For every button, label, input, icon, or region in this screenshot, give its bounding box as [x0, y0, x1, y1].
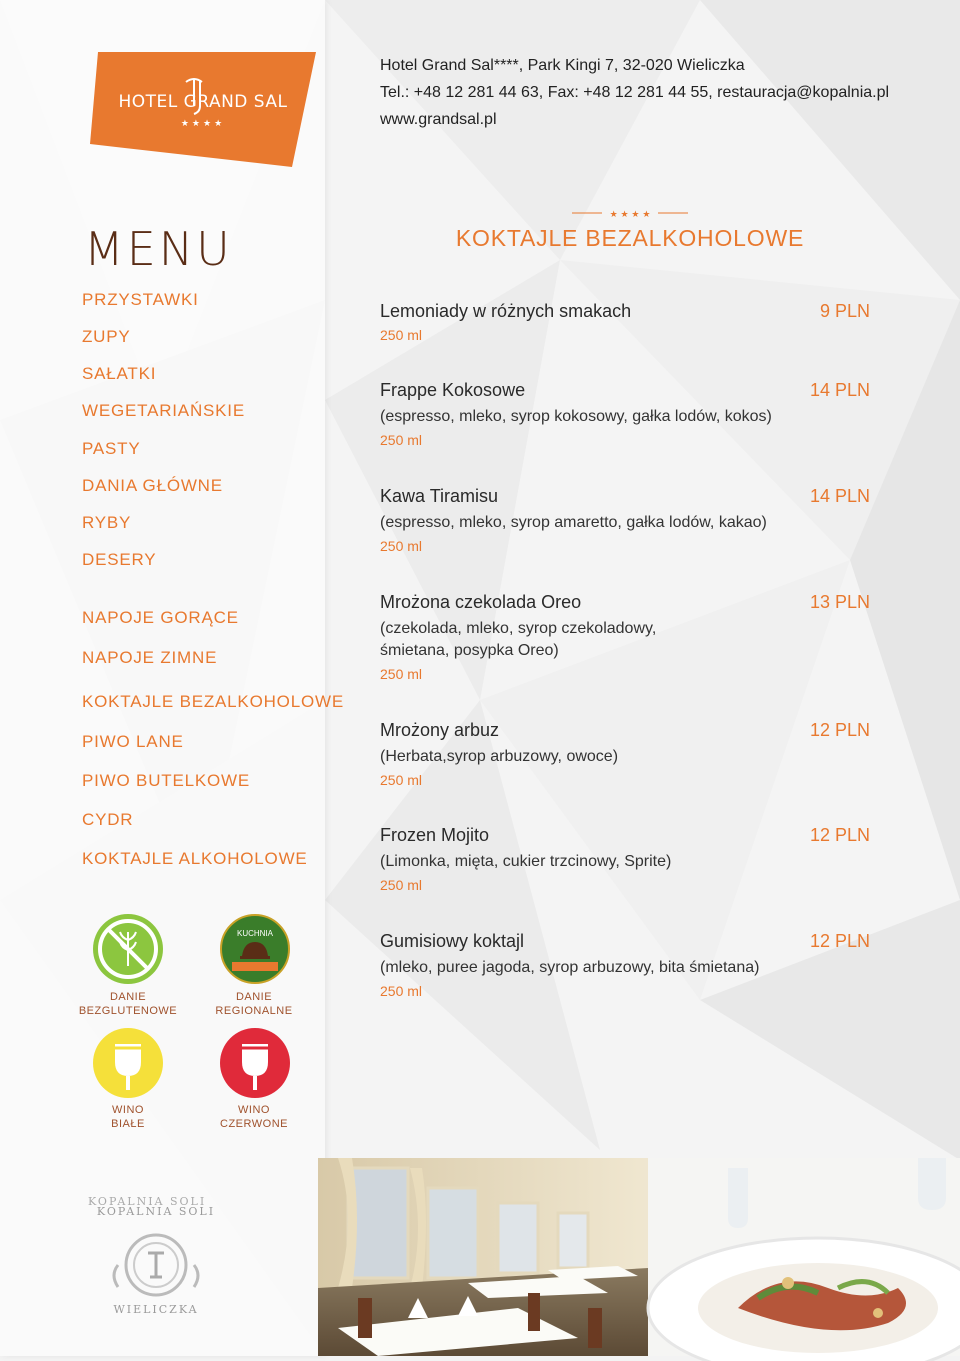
item-name: Frozen Mojito [380, 825, 490, 845]
item-name: Gumisiowy koktajl [380, 931, 525, 951]
item-price: 14 PLN [809, 486, 870, 506]
legend-red-wine [194, 1103, 314, 1131]
item-volume: 250 ml [380, 327, 423, 343]
item-price: 12 PLN [809, 825, 870, 845]
item-name: Lemoniady w różnych smakach [380, 301, 632, 321]
item-volume: 250 ml [380, 877, 423, 893]
item-volume: 250 ml [380, 432, 423, 448]
restaurant-photo [318, 1158, 960, 1356]
menu-item[interactable] [380, 590, 870, 684]
item-price: 9 PLN [819, 301, 870, 321]
sidebar-item-piwo-lane[interactable]: PIWO LANE [82, 732, 184, 751]
contact-address: Hotel Grand Sal****, Park Kingi 7, 32-020 Wieliczka [380, 57, 745, 74]
legend-white-wine [68, 1103, 188, 1131]
legend-line: REGIONALNE [215, 1005, 293, 1017]
item-description: (Limonka, mięta, cukier trzcinowy, Sprite) [380, 853, 672, 870]
legend-line: BIAŁE [111, 1118, 145, 1130]
sidebar-item-salatki[interactable]: SAŁATKI [82, 364, 157, 383]
menu-item[interactable] [380, 484, 870, 556]
sidebar-item-desery[interactable]: DESERY [82, 550, 157, 569]
menu-item[interactable] [380, 718, 870, 790]
item-name: Mrożona czekolada Oreo [380, 592, 582, 612]
item-price: 14 PLN [809, 380, 870, 400]
kuchnia-text: KUCHNIA [236, 929, 274, 938]
sidebar-item-cydr[interactable]: CYDR [82, 810, 134, 829]
menu-item[interactable] [380, 378, 870, 450]
crest-text-top: KOPALNIA SOLI [88, 1195, 207, 1208]
contact-website[interactable]: www.grandsal.pl [380, 111, 497, 128]
sidebar-item-zupy[interactable]: ZUPY [82, 327, 131, 346]
item-description: (espresso, mleko, syrop amaretto, gałka lodów, kakao) [380, 514, 767, 531]
item-price: 12 PLN [809, 720, 870, 740]
item-volume: 250 ml [380, 666, 423, 682]
red-wine-icon [220, 1028, 290, 1098]
item-name: Kawa Tiramisu [380, 486, 499, 506]
legend-line: CZERWONE [220, 1118, 288, 1130]
item-volume: 250 ml [380, 538, 423, 554]
item-description-line2: śmietana, posypka Oreo) [380, 642, 559, 659]
legend-line: DANIE [235, 991, 273, 1003]
sidebar-item-piwo-butelkowe[interactable]: PIWO BUTELKOWE [82, 771, 250, 790]
item-name: Mrożony arbuz [380, 720, 500, 740]
sidebar-item-koktajle-alkoholowe[interactable]: KOKTAJLE ALKOHOLOWE [82, 849, 308, 868]
sidebar-item-wegetarianskie[interactable]: WEGETARIAŃSKIE [82, 401, 245, 420]
section-title: KOKTAJLE BEZALKOHOLOWE [455, 225, 805, 251]
sidebar-panel [0, 0, 325, 1356]
item-price: 12 PLN [809, 931, 870, 951]
crest-top-label: KOPALNIA SOLI [96, 1205, 216, 1218]
sidebar-item-napoje-gorace[interactable]: NAPOJE GORĄCE [82, 608, 239, 627]
sidebar-item-napoje-zimne[interactable]: NAPOJE ZIMNE [82, 648, 218, 667]
item-description: (Herbata,syrop arbuzowy, owoce) [380, 748, 619, 765]
legend-line: BEZGLUTENOWE [78, 1005, 178, 1017]
legend-line: WINO [112, 1104, 144, 1116]
legend-regional [194, 990, 314, 1018]
gluten-free-icon [93, 914, 163, 984]
item-description: (espresso, mleko, syrop kokosowy, gałka lodów, kokos) [380, 408, 772, 425]
section-divider-ornament [572, 206, 688, 220]
section-stars: ★ ★ ★ ★ [609, 210, 651, 220]
crest-bottom-label: WIELICZKA [113, 1303, 199, 1316]
contact-phone[interactable]: Tel.: +48 12 281 44 63, Fax: +48 12 281 44 55, restauracja@kopalnia.pl [380, 84, 890, 101]
white-wine-icon [93, 1028, 163, 1098]
menu-item[interactable] [380, 299, 870, 345]
legend-gluten-free [68, 990, 188, 1018]
item-volume: 250 ml [380, 983, 423, 999]
item-price: 13 PLN [809, 592, 870, 612]
kopalnia-soli-crest-logo [88, 1195, 224, 1325]
legend-line: WINO [238, 1104, 270, 1116]
item-description: (czekolada, mleko, syrop czekoladowy, [380, 620, 657, 637]
contact-info [380, 52, 889, 133]
sidebar-item-przystawki[interactable]: PRZYSTAWKI [82, 290, 199, 309]
menu-item[interactable] [380, 929, 870, 1001]
item-name: Frappe Kokosowe [380, 380, 526, 400]
legend-line: DANIE [109, 991, 147, 1003]
hotel-logo[interactable] [90, 52, 316, 167]
logo-text: HOTEL GRAND SAL [118, 92, 288, 112]
sidebar-item-ryby[interactable]: RYBY [82, 513, 132, 532]
sidebar-item-pasty[interactable]: PASTY [82, 439, 141, 458]
kuchnia-polska-icon [220, 914, 290, 984]
item-description: (mleko, puree jagoda, syrop arbuzowy, bita śmietana) [380, 959, 760, 976]
logo-stars: ★★★★ [180, 118, 226, 128]
sidebar-item-dania-glowne[interactable]: DANIA GŁÓWNE [82, 476, 223, 495]
sidebar-item-koktajle-bezalkoholowe[interactable]: KOKTAJLE BEZALKOHOLOWE [82, 692, 344, 711]
menu-title: MENU [84, 222, 233, 276]
item-volume: 250 ml [380, 772, 423, 788]
menu-item[interactable] [380, 823, 870, 895]
